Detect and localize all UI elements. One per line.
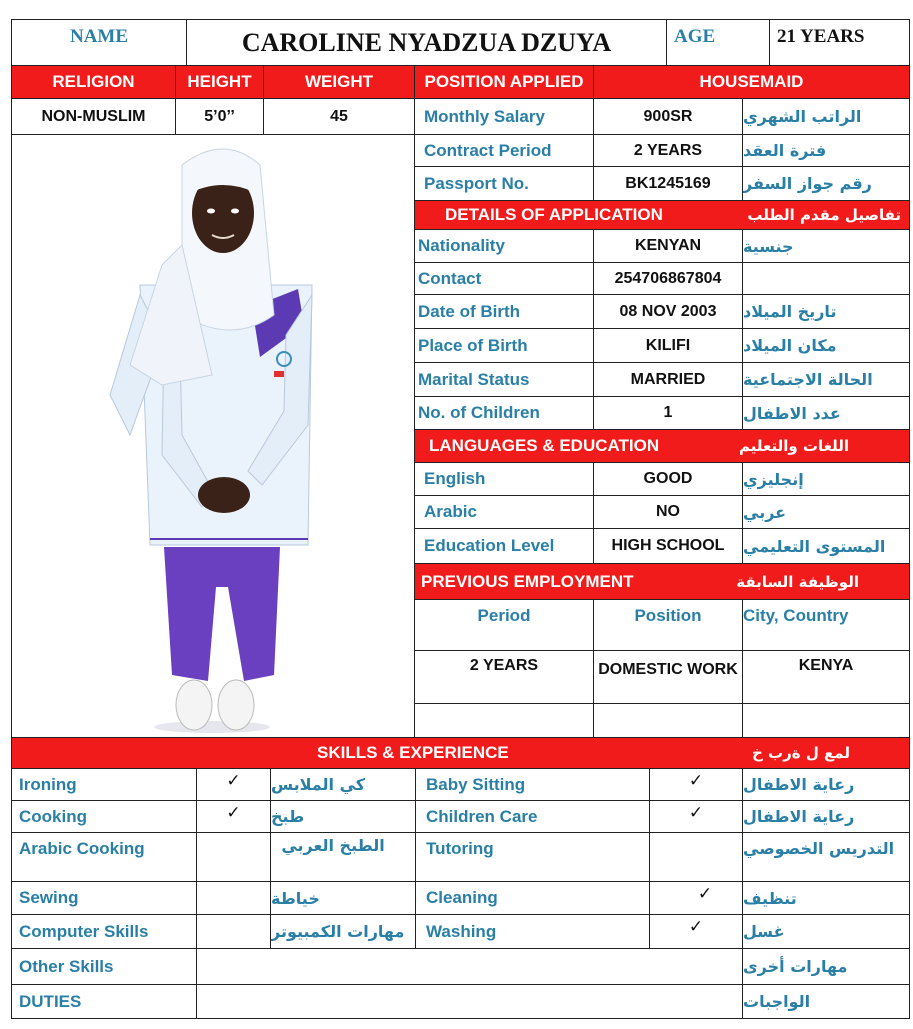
skill-children-care: Children Care [415, 800, 650, 833]
skill-cooking-arabic: طبخ [270, 800, 416, 833]
skill-children-care-check: ✓ [649, 800, 743, 833]
skill-tutoring-check-empty [649, 832, 743, 882]
skills-title-arabic: لمع ل ةرب خ [752, 744, 850, 762]
dob-value: 08 NOV 2003 [593, 294, 743, 329]
languages-title: LANGUAGES & EDUCATION [429, 436, 660, 455]
salary-value: 900SR [593, 98, 743, 135]
education-value: HIGH SCHOOL [593, 528, 743, 564]
details-title-arabic: تفاصيل مقدم الطلب [747, 206, 901, 224]
contract-period-label: Contract Period [414, 134, 594, 167]
employment-row2-position [593, 703, 743, 738]
skill-cooking-check: ✓ [196, 800, 271, 833]
weight-value: 45 [263, 98, 415, 135]
nationality-arabic: جنسية [742, 229, 910, 263]
skill-other-value-empty [196, 948, 743, 985]
passport-arabic: رقم جواز السفر [742, 166, 910, 201]
details-title: DETAILS OF APPLICATION [445, 205, 663, 224]
employment-row1-period: 2 YEARS [414, 650, 594, 704]
height-label: HEIGHT [175, 65, 264, 99]
salary-arabic: الراتب الشهري [742, 98, 910, 135]
pob-label: Place of Birth [414, 328, 594, 363]
marital-arabic: الحالة الاجتماعية [742, 362, 910, 397]
contract-period-arabic: فترة العقد [742, 134, 910, 167]
nationality-label: Nationality [414, 229, 594, 263]
skill-other: Other Skills [11, 948, 197, 985]
skills-title: SKILLS & EXPERIENCE [317, 743, 509, 762]
skill-arabic-cooking-check-empty [196, 832, 271, 882]
skill-sewing: Sewing [11, 881, 197, 915]
children-arabic: عدد الاطفال [742, 396, 910, 430]
languages-header [414, 429, 910, 463]
languages-title-arabic: اللغات والتعليم [739, 437, 849, 455]
skill-sewing-check-empty [196, 881, 271, 915]
position-applied-label: POSITION APPLIED [414, 65, 594, 99]
skill-computer-arabic: مهارات الكمبيوتر [270, 914, 416, 949]
skill-cleaning-arabic: تنظيف [742, 881, 910, 915]
employment-col-position: Position [593, 599, 743, 651]
employment-row2-city [742, 703, 910, 738]
name-label: NAME [11, 19, 187, 66]
arabic-arabic: عربي [742, 495, 910, 529]
employment-title-arabic: الوظيفة السابقة [736, 572, 859, 591]
age-label: AGE [666, 19, 770, 66]
skill-tutoring: Tutoring [415, 832, 650, 882]
skill-washing: Washing [415, 914, 650, 949]
position-applied-value: HOUSEMAID [593, 65, 910, 99]
skill-cleaning: Cleaning [415, 881, 650, 915]
skill-ironing: Ironing [11, 768, 197, 801]
children-value: 1 [593, 396, 743, 430]
dob-arabic: تاريخ الميلاد [742, 294, 910, 329]
skill-cleaning-check: ✓ [649, 881, 743, 915]
employment-header [414, 563, 910, 600]
skill-arabic-cooking-arabic: الطبخ العربي [270, 832, 416, 882]
english-arabic: إنجليزي [742, 462, 910, 496]
details-header [414, 200, 910, 230]
height-value: 5’0’’ [175, 98, 264, 135]
pob-arabic: مكان الميلاد [742, 328, 910, 363]
skill-other-arabic: مهارات أخرى [742, 948, 910, 985]
skill-children-care-arabic: رعاية الاطفال [742, 800, 910, 833]
skill-computer: Computer Skills [11, 914, 197, 949]
english-value: GOOD [593, 462, 743, 496]
skill-duties-value-empty [196, 984, 743, 1019]
marital-value: MARRIED [593, 362, 743, 397]
nationality-value: KENYAN [593, 229, 743, 263]
pob-value: KILIFI [593, 328, 743, 363]
skill-baby-sitting-check: ✓ [649, 768, 743, 801]
contract-period-value: 2 YEARS [593, 134, 743, 167]
skill-tutoring-arabic: التدريس الخصوصي [742, 832, 910, 882]
passport-label: Passport No. [414, 166, 594, 201]
weight-label: WEIGHT [263, 65, 415, 99]
skills-header [11, 737, 910, 769]
candidate-photo [11, 134, 415, 738]
skill-baby-sitting-arabic: رعاية الاطفال [742, 768, 910, 801]
skill-computer-check-empty [196, 914, 271, 949]
children-label: No. of Children [414, 396, 594, 430]
marital-label: Marital Status [414, 362, 594, 397]
skill-ironing-check: ✓ [196, 768, 271, 801]
skill-ironing-arabic: كي الملابس [270, 768, 416, 801]
skill-washing-arabic: غسل [742, 914, 910, 949]
education-label: Education Level [414, 528, 594, 564]
religion-value: NON-MUSLIM [11, 98, 176, 135]
name-value: CAROLINE NYADZUA DZUYA [186, 19, 667, 66]
employment-row1-position: DOMESTIC WORK [593, 650, 743, 704]
skill-arabic-cooking: Arabic Cooking [11, 832, 197, 882]
religion-label: RELIGION [11, 65, 176, 99]
skill-washing-check: ✓ [649, 914, 743, 949]
age-value: 21 YEARS [769, 19, 910, 66]
employment-col-period: Period [414, 599, 594, 651]
skill-cooking: Cooking [11, 800, 197, 833]
skill-duties-arabic: الواجبات [742, 984, 910, 1019]
employment-col-city: City, Country [742, 599, 910, 651]
contact-label: Contact [414, 262, 594, 295]
employment-row2-period [414, 703, 594, 738]
skill-sewing-arabic: خياطة [270, 881, 416, 915]
candidate-figure-illustration [12, 135, 414, 737]
passport-value: BK1245169 [593, 166, 743, 201]
arabic-label: Arabic [414, 495, 594, 529]
education-arabic: المستوى التعليمي [742, 528, 910, 564]
contact-arabic-empty [742, 262, 910, 295]
employment-title: PREVIOUS EMPLOYMENT [421, 571, 634, 591]
employment-row1-city: KENYA [742, 650, 910, 704]
contact-value: 254706867804 [593, 262, 743, 295]
salary-label: Monthly Salary [414, 98, 594, 135]
arabic-value: NO [593, 495, 743, 529]
skill-baby-sitting: Baby Sitting [415, 768, 650, 801]
skill-duties: DUTIES [11, 984, 197, 1019]
english-label: English [414, 462, 594, 496]
dob-label: Date of Birth [414, 294, 594, 329]
